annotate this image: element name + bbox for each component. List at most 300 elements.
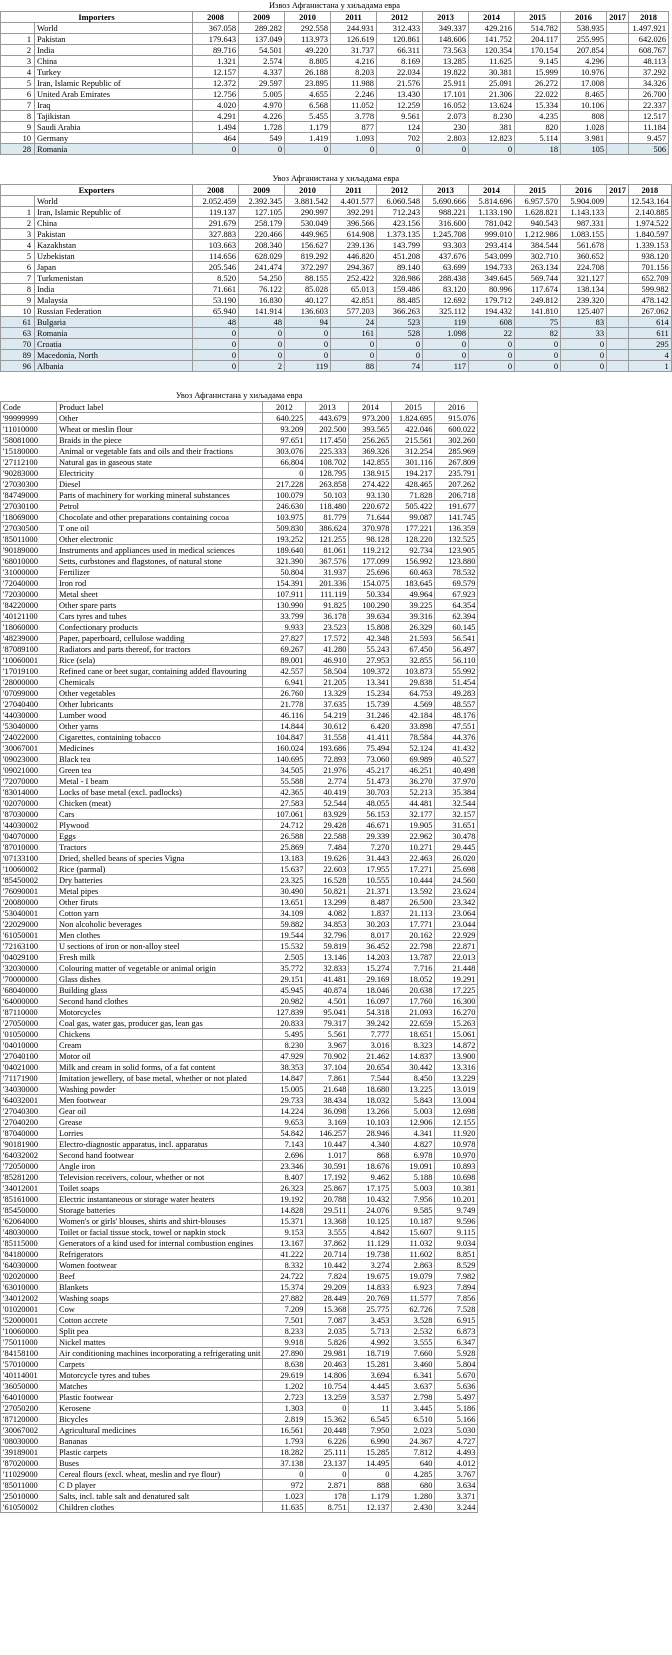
value-cell: 7.894 [435, 1282, 478, 1293]
value-cell: 0 [285, 350, 331, 361]
value-cell: 41.411 [349, 732, 392, 743]
table-row [1, 1260, 478, 1271]
value-cell: 0 [423, 339, 469, 350]
value-cell: 0 [306, 1403, 349, 1414]
value-cell: 65.013 [331, 284, 377, 295]
value-cell: 10.201 [435, 1194, 478, 1205]
value-cell: 9.145 [515, 56, 561, 67]
table-row [1, 23, 669, 34]
product-code-cell: '72070000 [1, 776, 57, 787]
value-cell: 12.157 [193, 67, 239, 78]
table-title: Увоз Афганистана у хиљадама евра [175, 391, 303, 400]
value-cell: 4.655 [285, 89, 331, 100]
value-cell: 177.099 [349, 556, 392, 567]
product-label-cell: Other spare parts [57, 600, 263, 611]
value-cell: 13.651 [263, 897, 306, 908]
rank-cell [1, 23, 35, 34]
value-cell: 7.544 [349, 1073, 392, 1084]
value-cell: 2.723 [263, 1392, 306, 1403]
product-code-cell: '75011000 [1, 1337, 57, 1348]
value-cell: 138.134 [561, 284, 607, 295]
table-row [1, 1106, 478, 1117]
product-label-cell: Glass dishes [57, 974, 263, 985]
value-cell: 189.640 [263, 545, 306, 556]
product-code-cell: '90283000 [1, 468, 57, 479]
table-row [1, 1040, 478, 1051]
table-title-row [1, 173, 672, 185]
product-code-cell: '27040400 [1, 699, 57, 710]
rank-cell: 8 [1, 111, 35, 122]
value-cell: 100.079 [263, 490, 306, 501]
value-cell: 16.830 [239, 295, 285, 306]
value-cell: 1.840.597 [629, 229, 672, 240]
value-cell: 10.106 [561, 100, 607, 111]
value-cell: 105 [561, 144, 607, 155]
value-cell: 0 [285, 339, 331, 350]
product-code-cell: '84180000 [1, 1249, 57, 1260]
value-cell: 973.200 [349, 413, 392, 424]
value-cell: 36.098 [306, 1106, 349, 1117]
value-cell: 42.851 [331, 295, 377, 306]
table-row [1, 600, 478, 611]
product-label-cell: Salts, incl. table salt and denatured salt [57, 1491, 263, 1502]
product-label-cell: Electro-diagnostic apparatus, incl. apparatus [57, 1139, 263, 1150]
value-cell: 161 [331, 328, 377, 339]
table-row [1, 1271, 478, 1282]
value-cell: 249.812 [515, 295, 561, 306]
country-cell: China [35, 56, 193, 67]
country-cell: China [35, 218, 193, 229]
product-label-cell: Green tea [57, 765, 263, 776]
value-cell: 10.381 [435, 1183, 478, 1194]
value-cell: 325.112 [423, 306, 469, 317]
value-cell: 42.557 [263, 666, 306, 677]
table-row [1, 875, 478, 886]
product-label-cell: Toilet or facial tissue stock, towel or napkin stock [57, 1227, 263, 1238]
product-label-cell: Angle iron [57, 1161, 263, 1172]
product-code-cell: '02020000 [1, 1271, 57, 1282]
table-row [1, 45, 669, 56]
value-cell: 179.643 [193, 34, 239, 45]
country-cell: Uzbekistan [35, 251, 193, 262]
table-row [1, 361, 672, 372]
value-cell: 29.151 [263, 974, 306, 985]
value-cell: 21.205 [306, 677, 349, 688]
value-cell: 79.317 [306, 1018, 349, 1029]
value-cell: 13.225 [392, 1084, 435, 1095]
value-cell: 372.297 [285, 262, 331, 273]
value-cell: 24.712 [263, 820, 306, 831]
table-row [1, 1205, 478, 1216]
value-cell: 25.869 [263, 842, 306, 853]
product-code-cell: '61050002 [1, 1502, 57, 1513]
value-cell: 31.443 [349, 853, 392, 864]
rank-cell: 96 [1, 361, 35, 372]
product-code-cell: '27040300 [1, 1106, 57, 1117]
value-cell: 396.566 [331, 218, 377, 229]
column-header: 2016 [561, 12, 607, 23]
value-cell: 54.501 [239, 45, 285, 56]
value-cell: 20.982 [263, 996, 306, 1007]
value-cell: 13.019 [435, 1084, 478, 1095]
value-cell: 81.061 [306, 545, 349, 556]
value-cell: 640 [392, 1458, 435, 1469]
product-code-cell: '53040001 [1, 908, 57, 919]
table-row [1, 251, 672, 262]
rank-cell: 10 [1, 306, 35, 317]
country-cell: World [35, 23, 193, 34]
value-cell: 3.460 [392, 1359, 435, 1370]
value-cell: 15.362 [306, 1414, 349, 1425]
table-row [1, 1161, 478, 1172]
value-cell: 321.127 [561, 273, 607, 284]
value-cell: 1.202 [263, 1381, 306, 1392]
value-cell: 39.242 [349, 1018, 392, 1029]
product-label-cell: Men clothes [57, 930, 263, 941]
value-cell: 17.008 [561, 78, 607, 89]
value-cell: 21.576 [377, 78, 423, 89]
value-cell: 614.908 [331, 229, 377, 240]
product-label-cell: Plastic footwear [57, 1392, 263, 1403]
value-cell: 9.585 [392, 1205, 435, 1216]
product-code-cell: '30067002 [1, 1425, 57, 1436]
column-header: 2008 [193, 12, 239, 23]
value-cell: 0 [469, 361, 515, 372]
table-row [1, 534, 478, 545]
column-header: 2015 [515, 12, 561, 23]
table-row [1, 611, 478, 622]
value-cell: 8.529 [435, 1260, 478, 1271]
value-cell: 2.052.459 [193, 196, 239, 207]
product-label-cell: Buses [57, 1458, 263, 1469]
value-cell [607, 34, 629, 45]
product-label-cell: Chickens [57, 1029, 263, 1040]
value-cell: 9.034 [435, 1238, 478, 1249]
country-cell: Bulgaria [35, 317, 193, 328]
value-cell: 13.229 [435, 1073, 478, 1084]
value-cell: 569.744 [515, 273, 561, 284]
value-cell: 0 [423, 144, 469, 155]
value-cell: 2.774 [306, 776, 349, 787]
value-cell: 17.771 [392, 919, 435, 930]
value-cell: 9.933 [263, 622, 306, 633]
table-row [1, 100, 669, 111]
value-cell: 54.318 [349, 1007, 392, 1018]
product-label-cell: Animal or vegetable fats and oils and their fractions [57, 446, 263, 457]
value-cell: 0 [331, 339, 377, 350]
value-cell: 30.478 [435, 831, 478, 842]
value-cell: 11.988 [331, 78, 377, 89]
value-cell: 92.734 [392, 545, 435, 556]
product-code-cell: '70000000 [1, 974, 57, 985]
value-cell [607, 207, 629, 218]
value-cell: 6.347 [435, 1337, 478, 1348]
product-label-cell: C D player [57, 1480, 263, 1491]
value-cell: 0 [239, 328, 285, 339]
value-cell: 25.911 [423, 78, 469, 89]
value-cell: 113.973 [285, 34, 331, 45]
value-cell: 62.726 [392, 1304, 435, 1315]
value-cell: 6.568 [285, 100, 331, 111]
value-cell: 3.537 [349, 1392, 392, 1403]
value-cell: 523 [377, 317, 423, 328]
product-label-cell: U sections of iron or non-alloy steel [57, 941, 263, 952]
product-code-cell: '87010000 [1, 842, 57, 853]
value-cell: 66.804 [263, 457, 306, 468]
value-cell: 18.680 [349, 1084, 392, 1095]
table-row [1, 831, 478, 842]
value-cell: 712.243 [377, 207, 423, 218]
value-cell: 702 [377, 133, 423, 144]
value-cell: 31.558 [306, 732, 349, 743]
value-cell: 25.696 [349, 567, 392, 578]
value-cell: 194.733 [469, 262, 515, 273]
product-code-cell: '85115000 [1, 1238, 57, 1249]
value-cell: 17.955 [349, 864, 392, 875]
value-cell: 52.213 [392, 787, 435, 798]
table-row [1, 1183, 478, 1194]
value-cell: 25.111 [306, 1447, 349, 1458]
value-cell: 40.874 [306, 985, 349, 996]
value-cell: 2.863 [392, 1260, 435, 1271]
value-cell: 89.001 [263, 655, 306, 666]
value-cell: 6.420 [349, 721, 392, 732]
value-cell: 239.320 [561, 295, 607, 306]
rank-cell: 1 [1, 34, 35, 45]
value-cell: 10.970 [435, 1150, 478, 1161]
value-cell: 381 [469, 122, 515, 133]
value-cell: 159.486 [377, 284, 423, 295]
value-cell: 30.381 [469, 67, 515, 78]
country-cell: Iran, Islamic Republic of [35, 207, 193, 218]
value-cell: 868 [349, 1150, 392, 1161]
table-row [1, 284, 672, 295]
value-cell: 119.137 [193, 207, 239, 218]
table-row [1, 306, 672, 317]
table-row [1, 1414, 478, 1425]
value-cell: 12.692 [423, 295, 469, 306]
value-cell: 5.904.009 [561, 196, 607, 207]
column-header: 2009 [239, 12, 285, 23]
table-row [1, 842, 478, 853]
value-cell: 217.228 [263, 479, 306, 490]
value-cell: 1.179 [349, 1491, 392, 1502]
value-cell: 140.695 [263, 754, 306, 765]
value-cell: 22.798 [392, 941, 435, 952]
value-cell: 14.837 [392, 1051, 435, 1062]
value-cell: 154.075 [349, 578, 392, 589]
table-row [1, 240, 672, 251]
value-cell: 506 [629, 144, 669, 155]
value-cell: 141.810 [515, 306, 561, 317]
value-cell: 6.226 [306, 1436, 349, 1447]
value-cell: 244.931 [331, 23, 377, 34]
value-cell: 17.271 [392, 864, 435, 875]
product-label-cell: Gear oil [57, 1106, 263, 1117]
product-label-cell: Television receivers, colour, whether or not [57, 1172, 263, 1183]
column-header: 2011 [331, 185, 377, 196]
value-cell: 24.076 [349, 1205, 392, 1216]
product-code-cell: '68010000 [1, 556, 57, 567]
column-header: 2012 [263, 402, 306, 413]
table-row [1, 1249, 478, 1260]
value-cell: 366.263 [377, 306, 423, 317]
table-row [1, 339, 672, 350]
value-cell: 49.220 [285, 45, 331, 56]
value-cell: 428.465 [392, 479, 435, 490]
value-cell: 0 [239, 339, 285, 350]
table-row [1, 1337, 478, 1348]
value-cell: 0 [285, 144, 331, 155]
value-cell: 137.049 [239, 34, 285, 45]
value-cell: 46.116 [263, 710, 306, 721]
value-cell: 118.480 [306, 501, 349, 512]
value-cell: 8.805 [285, 56, 331, 67]
value-cell: 328.986 [377, 273, 423, 284]
value-cell: 5.497 [435, 1392, 478, 1403]
value-cell: 58.504 [306, 666, 349, 677]
value-cell: 5.814.696 [469, 196, 515, 207]
value-cell: 7.982 [435, 1271, 478, 1282]
table-row [1, 1073, 478, 1084]
product-code-cell: '64032002 [1, 1150, 57, 1161]
value-cell: 819.292 [285, 251, 331, 262]
value-cell: 316.600 [423, 218, 469, 229]
value-cell: 22.929 [435, 930, 478, 941]
value-cell: 987.331 [561, 218, 607, 229]
value-cell: 29.597 [239, 78, 285, 89]
value-cell: 23.342 [435, 897, 478, 908]
value-cell: 39.634 [349, 611, 392, 622]
value-cell: 10.125 [349, 1216, 392, 1227]
value-cell: 15.005 [263, 1084, 306, 1095]
value-cell: 267.809 [435, 457, 478, 468]
value-cell: 141.745 [435, 512, 478, 523]
value-cell: 88.485 [377, 295, 423, 306]
value-cell: 0 [193, 361, 239, 372]
value-cell: 29.209 [306, 1282, 349, 1293]
value-cell: 14.833 [349, 1282, 392, 1293]
value-cell: 13.329 [306, 688, 349, 699]
table-row [1, 1227, 478, 1238]
table-row [1, 229, 672, 240]
value-cell: 51.454 [435, 677, 478, 688]
table-row [1, 413, 478, 424]
table-row [1, 218, 672, 229]
table-row [1, 798, 478, 809]
value-cell: 27.890 [263, 1348, 306, 1359]
value-cell: 10.978 [435, 1139, 478, 1150]
value-cell: 13.266 [349, 1106, 392, 1117]
value-cell: 4.727 [435, 1436, 478, 1447]
value-cell: 88 [331, 361, 377, 372]
product-label-cell: Storage batteries [57, 1205, 263, 1216]
value-cell: 21.306 [469, 89, 515, 100]
value-cell: 15.285 [349, 1447, 392, 1458]
table-row [1, 78, 669, 89]
value-cell: 14.847 [263, 1073, 306, 1084]
value-cell: 7.812 [392, 1447, 435, 1458]
value-cell: 640.225 [263, 413, 306, 424]
value-cell: 3.528 [392, 1315, 435, 1326]
country-cell: India [35, 45, 193, 56]
value-cell: 123.880 [435, 556, 478, 567]
value-cell: 205.546 [193, 262, 239, 273]
value-cell: 201.336 [306, 578, 349, 589]
value-cell: 22.337 [629, 100, 669, 111]
value-cell: 41.481 [306, 974, 349, 985]
value-cell: 37.635 [306, 699, 349, 710]
value-cell: 0 [377, 339, 423, 350]
value-cell: 38.353 [263, 1062, 306, 1073]
product-code-cell: '87120000 [1, 1414, 57, 1425]
value-cell: 37.292 [629, 67, 669, 78]
value-cell: 146.257 [306, 1128, 349, 1139]
column-header: 2016 [561, 185, 607, 196]
value-cell: 392.291 [331, 207, 377, 218]
table-row [1, 1458, 478, 1469]
value-cell: 33.898 [392, 721, 435, 732]
value-cell: 12.906 [392, 1117, 435, 1128]
value-cell: 0 [469, 339, 515, 350]
value-cell: 0 [331, 144, 377, 155]
value-cell: 3.555 [306, 1227, 349, 1238]
value-cell: 13.787 [392, 952, 435, 963]
product-code-cell: '64030000 [1, 1260, 57, 1271]
value-cell: 312.254 [392, 446, 435, 457]
value-cell [607, 251, 629, 262]
value-cell: 13.624 [469, 100, 515, 111]
product-code-cell: '68040000 [1, 985, 57, 996]
value-cell: 154.391 [263, 578, 306, 589]
rank-cell: 7 [1, 100, 35, 111]
product-label-cell: Women footwear [57, 1260, 263, 1271]
value-cell: 0 [239, 144, 285, 155]
value-cell: 14.203 [349, 952, 392, 963]
value-cell: 2.696 [263, 1150, 306, 1161]
value-cell: 422.046 [392, 424, 435, 435]
value-cell: 10.432 [349, 1194, 392, 1205]
value-cell: 119 [285, 361, 331, 372]
rank-cell: 7 [1, 273, 35, 284]
product-code-cell: '87110000 [1, 1007, 57, 1018]
value-cell: 141.752 [469, 34, 515, 45]
value-cell: 50.334 [349, 589, 392, 600]
table-row [1, 295, 672, 306]
value-cell: 71.828 [392, 490, 435, 501]
table-row [1, 1095, 478, 1106]
product-code-cell: '17019100 [1, 666, 57, 677]
product-code-cell: '18060000 [1, 622, 57, 633]
value-cell: 3.881.542 [285, 196, 331, 207]
rank-cell: 6 [1, 89, 35, 100]
value-cell: 18.046 [349, 985, 392, 996]
table-row [1, 545, 478, 556]
rank-cell: 1 [1, 207, 35, 218]
value-cell: 12.372 [193, 78, 239, 89]
table-row [1, 479, 478, 490]
value-cell: 104.847 [263, 732, 306, 743]
product-label-cell: Plastic carpets [57, 1447, 263, 1458]
value-cell: 28.946 [349, 1128, 392, 1139]
value-cell: 290.997 [285, 207, 331, 218]
value-cell: 17.101 [423, 89, 469, 100]
value-cell: 67.923 [435, 589, 478, 600]
value-cell: 24.722 [263, 1271, 306, 1282]
product-label-cell: Confectionary products [57, 622, 263, 633]
product-label-cell: Split pea [57, 1326, 263, 1337]
value-cell: 73.563 [423, 45, 469, 56]
